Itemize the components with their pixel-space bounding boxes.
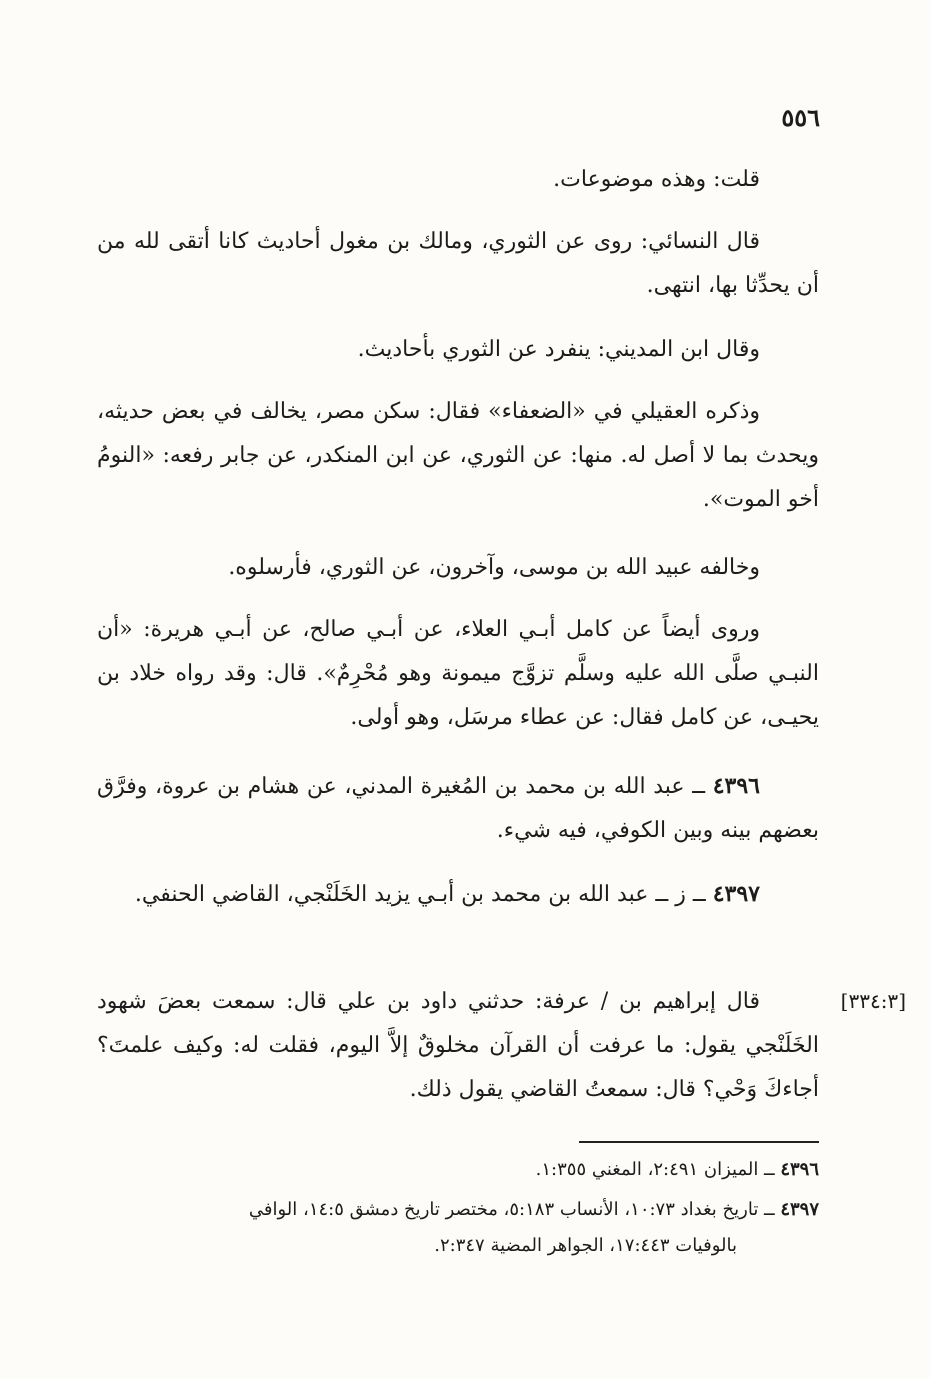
entry-4397 <box>97 872 819 917</box>
paragraph-2: قال النسائي: روى عن الثوري، ومالك بن مغول أحاديث كانا أتقى لله من أن يحدِّثا بها، انتهى. <box>97 229 819 298</box>
paragraph-6: وروى أيضاً عن كامل أبـي العلاء، عن أبـي صالح، عن أبـي هريرة: «أن النبـي صلَّى الله عليه وسلَّم تزوَّج ميمونة وهو مُحْرِمٌ». قال: وقد رواه خلاد بن يحيـى، عن كامل فقال: عن عطاء مرسَل، وهو أولى. <box>97 617 819 730</box>
paragraph-1: قلت: وهذه موضوعات. <box>553 167 760 192</box>
entry-number: ٤٣٩٦ <box>712 773 760 799</box>
entry-text: ــ عبد الله بن محمد بن المُغيرة المدني، عن هشام بن عروة، وفرَّق بعضهم بينه وبين الكوفي، فيه شيء. <box>97 774 819 843</box>
footnote-text: ــ تاريخ بغداد ١٠:٧٣، الأنساب ٥:١٨٣، مختصر تاريخ دمشق ١٤:٥، الوافي <box>248 1199 781 1220</box>
footnote-4397 <box>97 1192 819 1264</box>
paragraph-5: وخالفه عبيد الله بن موسى، وآخرون، عن الثوري، فأرسلوه. <box>228 555 760 580</box>
page-number: ٥٥٦ <box>781 103 820 132</box>
paragraph-4: وذكره العقيلي في «الضعفاء» فقال: سكن مصر، يخالف في بعض حديثه، ويحدث بما لا أصل له. منها: عن الثوري، عن ابن المنكدر، عن جابر رفعه: «النومُ أخو الموت». <box>97 399 819 512</box>
footnote-number: ٤٣٩٦ <box>780 1159 819 1180</box>
paragraph-3: وقال ابن المديني: ينفرد عن الثوري بأحاديث. <box>357 337 760 362</box>
footnote-divider <box>579 1141 819 1143</box>
entry-text: ــ ز ــ عبد الله بن محمد بن أبـي يزيد الخَلَنْجي، القاضي الحنفي. <box>134 882 713 907</box>
final-paragraph: قال إبراهيم بن / عرفة: حدثني داود بن علي قال: سمعت بعضَ شهود الخَلَنْجي يقول: ما عرفت أن القرآن مخلوقٌ إلاَّ اليوم، فقلت له: وكيف علمتَ؟ أجاءكَ وَحْي؟ قال: سمعتُ القاضي يقول ذلك. <box>97 989 819 1102</box>
entry-4396 <box>97 764 819 853</box>
marginal-volume-reference: [٣٣٤:٣] <box>840 989 906 1013</box>
footnote-4396 <box>97 1152 819 1188</box>
footnote-continuation: بالوفيات ١٧:٤٤٣، الجواهر المضية ٢:٣٤٧. <box>434 1235 737 1256</box>
footnote-number: ٤٣٩٧ <box>780 1199 819 1220</box>
footnote-text: ــ الميزان ٢:٤٩١، المغني ١:٣٥٥. <box>535 1159 781 1180</box>
entry-number: ٤٣٩٧ <box>712 881 760 907</box>
